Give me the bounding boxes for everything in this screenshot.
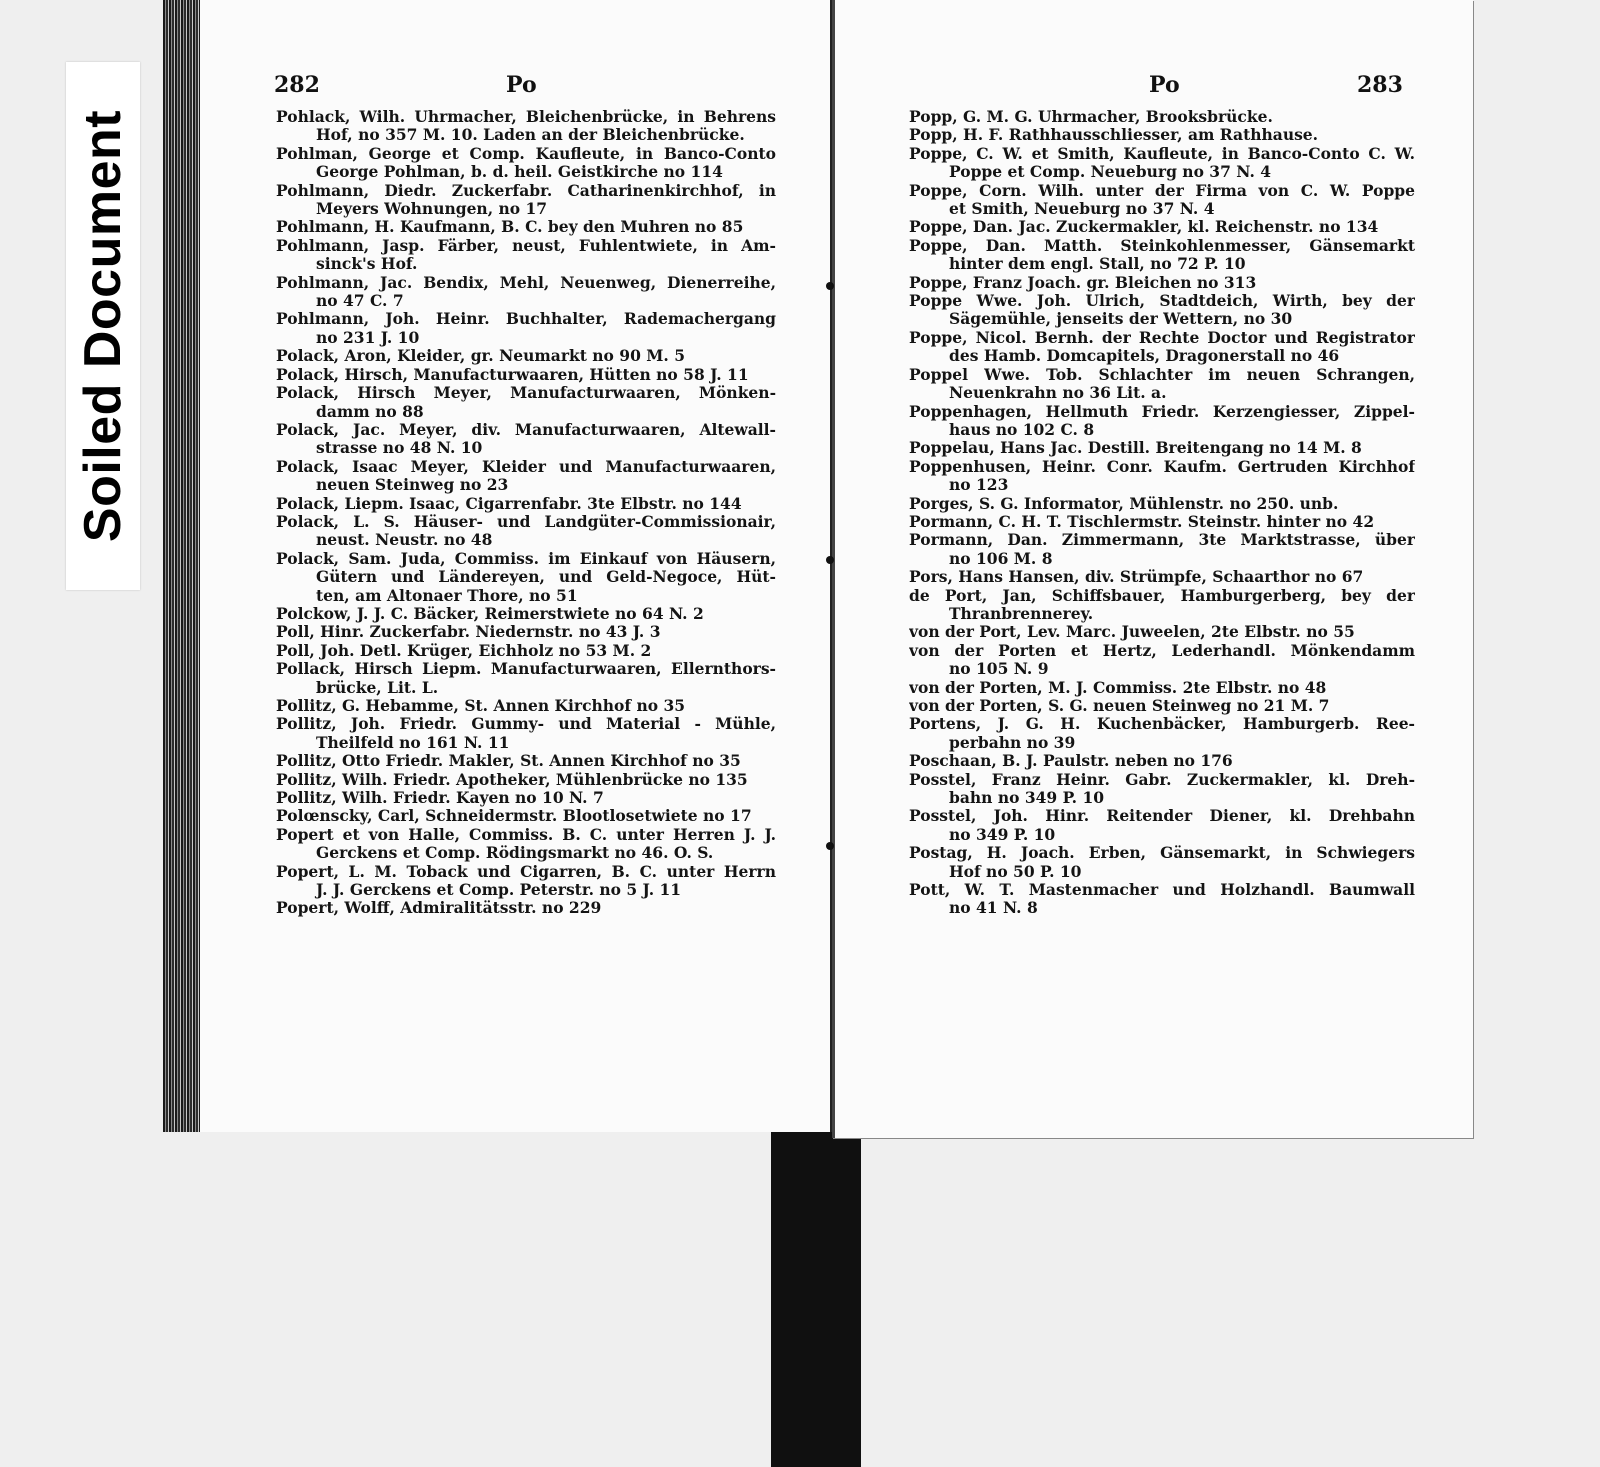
entry-line: Gerckens et Comp. Rödingsmarkt no 46. O. S. bbox=[316, 844, 714, 863]
directory-entry bbox=[909, 881, 1415, 918]
entry-line: von der Porten, M. J. Commiss. 2te Elbstr. no 48 bbox=[909, 678, 1327, 697]
entry-line: Pors, Hans Hansen, div. Strümpfe, Schaarthor no 67 bbox=[909, 568, 1364, 587]
directory-entry bbox=[909, 844, 1415, 881]
entry-line: Poll, Joh. Detl. Krüger, Eichholz no 53 M. 2 bbox=[276, 641, 652, 660]
entry-line: no 47 C. 7 bbox=[316, 292, 404, 311]
directory-entry bbox=[909, 697, 1415, 715]
directory-entry bbox=[276, 771, 776, 789]
entry-line: Popert, L. M. Toback und Cigarren, B. C. unter Herrn bbox=[276, 862, 776, 881]
directory-entry bbox=[276, 642, 776, 660]
spine-stitch-mark bbox=[826, 842, 834, 850]
entry-line: des Hamb. Domcapitels, Dragonerstall no 46 bbox=[949, 347, 1340, 366]
entry-line: George Pohlman, b. d. heil. Geistkirche no 114 bbox=[316, 163, 723, 182]
directory-entry bbox=[276, 108, 776, 145]
entry-line: Pohlmann, H. Kaufmann, B. C. bey den Muhren no 85 bbox=[276, 218, 744, 237]
directory-entry bbox=[276, 752, 776, 770]
spine-stitch-mark bbox=[826, 556, 834, 564]
entry-line: Poppenhusen, Heinr. Conr. Kaufm. Gertruden Kirchhof bbox=[909, 457, 1415, 476]
entry-line: no 349 P. 10 bbox=[949, 825, 1056, 844]
directory-entry bbox=[909, 568, 1415, 586]
entry-line: Pollack, Hirsch Liepm. Manufacturwaaren, Ellernthors- bbox=[276, 660, 776, 679]
directory-entry bbox=[909, 807, 1415, 844]
entry-line: Poppe, C. W. et Smith, Kaufleute, in Banco-Conto C. W. bbox=[909, 144, 1415, 163]
entry-line: Popp, G. M. G. Uhrmacher, Brooksbrücke. bbox=[909, 108, 1273, 126]
entry-line: Polœnscky, Carl, Schneidermstr. Blootlosetwiete no 17 bbox=[276, 807, 752, 826]
directory-entry bbox=[909, 531, 1415, 568]
entry-line: Poppe, Franz Joach. gr. Bleichen no 313 bbox=[909, 273, 1257, 292]
directory-entry bbox=[276, 826, 776, 863]
directory-entry bbox=[909, 329, 1415, 366]
directory-entry bbox=[276, 660, 776, 697]
entry-line: Poschaan, B. J. Paulstr. neben no 176 bbox=[909, 752, 1233, 771]
entry-line: Poppe, Dan. Jac. Zuckermakler, kl. Reichenstr. no 134 bbox=[909, 218, 1379, 237]
entry-line: Polack, Jac. Meyer, div. Manufacturwaaren, Altewall- bbox=[276, 420, 776, 439]
entry-line: Neuenkrahn no 36 Lit. a. bbox=[949, 384, 1167, 403]
entry-line: Pormann, Dan. Zimmermann, 3te Marktstrasse, über bbox=[909, 531, 1415, 550]
entry-line: von der Port, Lev. Marc. Juweelen, 2te Elbstr. no 55 bbox=[909, 623, 1355, 642]
entry-line: Polack, Isaac Meyer, Kleider und Manufacturwaaren, bbox=[276, 457, 776, 476]
directory-entry bbox=[276, 421, 776, 458]
right-page-running-head: Po bbox=[1149, 72, 1180, 98]
directory-entry bbox=[276, 458, 776, 495]
entry-line: Poppe et Comp. Neueburg no 37 N. 4 bbox=[949, 163, 1272, 182]
entry-line: Polckow, J. J. C. Bäcker, Reimerstwiete no 64 N. 2 bbox=[276, 604, 704, 623]
entry-line: Theilfeld no 161 N. 11 bbox=[316, 733, 510, 752]
left-page-header bbox=[200, 72, 830, 104]
directory-entry bbox=[909, 679, 1415, 697]
directory-entry bbox=[909, 715, 1415, 752]
entry-line: Pohlmann, Jasp. Färber, neust, Fuhlentwiete, in Am- bbox=[276, 236, 776, 255]
directory-entry bbox=[276, 807, 776, 825]
entry-line: Posstel, Franz Heinr. Gabr. Zuckermakler, kl. Dreh- bbox=[909, 770, 1415, 789]
entry-line: Posstel, Joh. Hinr. Reitender Diener, kl. Drehbahn bbox=[909, 807, 1415, 826]
entry-line: Polack, L. S. Häuser- und Landgüter-Commissionair, bbox=[276, 512, 776, 531]
entry-line: Popert et von Halle, Commiss. B. C. unter Herren J. J. bbox=[276, 825, 776, 844]
directory-entry bbox=[276, 715, 776, 752]
directory-entry bbox=[276, 495, 776, 513]
entry-line: ten, am Altonaer Thore, no 51 bbox=[316, 586, 578, 605]
entry-line: brücke, Lit. L. bbox=[316, 678, 439, 697]
directory-entry bbox=[909, 403, 1415, 440]
entry-line: Poppel Wwe. Tob. Schlachter im neuen Schrangen, bbox=[909, 365, 1415, 384]
entry-line: Pollitz, Wilh. Friedr. Kayen no 10 N. 7 bbox=[276, 789, 604, 808]
soiled-document-text: Soiled Document bbox=[74, 109, 132, 543]
entry-line: Popert, Wolff, Admiralitätsstr. no 229 bbox=[276, 899, 602, 918]
entry-line: no 123 bbox=[949, 476, 1009, 495]
directory-entry bbox=[909, 439, 1415, 457]
directory-entry bbox=[276, 550, 776, 605]
directory-entry bbox=[909, 513, 1415, 531]
right-page-entries bbox=[909, 108, 1415, 918]
spine-stitch-mark bbox=[826, 282, 834, 290]
entry-line: de Port, Jan, Schiffsbauer, Hamburgerberg, bey der bbox=[909, 586, 1415, 605]
directory-entry bbox=[909, 218, 1415, 236]
directory-entry bbox=[276, 605, 776, 623]
entry-line: Pollitz, G. Hebamme, St. Annen Kirchhof no 35 bbox=[276, 697, 686, 715]
directory-entry bbox=[276, 697, 776, 715]
entry-line: Polack, Hirsch Meyer, Manufacturwaaren, Mönken- bbox=[276, 384, 776, 403]
directory-entry bbox=[276, 347, 776, 365]
right-page-number: 283 bbox=[1357, 72, 1403, 98]
entry-line: Pohlack, Wilh. Uhrmacher, Bleichenbrücke, in Behrens bbox=[276, 108, 776, 126]
directory-entry bbox=[276, 218, 776, 236]
entry-line: Poll, Hinr. Zuckerfabr. Niedernstr. no 43 J. 3 bbox=[276, 623, 661, 642]
book-page-edges bbox=[163, 0, 203, 1132]
directory-entry bbox=[909, 108, 1415, 126]
entry-line: Popp, H. F. Rathhausschliesser, am Rathhause. bbox=[909, 126, 1319, 145]
right-page-header bbox=[835, 72, 1473, 104]
entry-line: Pohlman, George et Comp. Kaufleute, in Banco-Conto bbox=[276, 144, 776, 163]
directory-entry bbox=[909, 145, 1415, 182]
entry-line: Poppe Wwe. Joh. Ulrich, Stadtdeich, Wirth, bey der bbox=[909, 292, 1415, 311]
entry-line: Postag, H. Joach. Erben, Gänsemarkt, in Schwiegers bbox=[909, 844, 1415, 863]
entry-line: Pott, W. T. Mastenmacher und Holzhandl. Baumwall bbox=[909, 881, 1415, 900]
entry-line: neuen Steinweg no 23 bbox=[316, 476, 509, 495]
entry-line: Poppe, Dan. Matth. Steinkohlenmesser, Gänsemarkt bbox=[909, 236, 1415, 255]
directory-entry bbox=[276, 237, 776, 274]
directory-entry bbox=[276, 899, 776, 917]
directory-entry bbox=[909, 458, 1415, 495]
entry-line: J. J. Gerckens et Comp. Peterstr. no 5 J. 11 bbox=[316, 881, 682, 900]
directory-entry bbox=[909, 182, 1415, 219]
directory-entry bbox=[276, 863, 776, 900]
soiled-document-label bbox=[66, 62, 140, 590]
right-page bbox=[832, 0, 1473, 1138]
directory-entry bbox=[909, 274, 1415, 292]
entry-line: Portens, J. G. H. Kuchenbäcker, Hamburgerb. Ree- bbox=[909, 715, 1415, 734]
entry-line: bahn no 349 P. 10 bbox=[949, 789, 1105, 808]
entry-line: sinck's Hof. bbox=[316, 255, 418, 274]
entry-line: no 105 N. 9 bbox=[949, 660, 1049, 679]
entry-line: Pollitz, Joh. Friedr. Gummy- und Material - Mühle, bbox=[276, 715, 776, 734]
directory-entry bbox=[276, 274, 776, 311]
directory-entry bbox=[276, 789, 776, 807]
directory-entry bbox=[276, 310, 776, 347]
entry-line: Hof, no 357 M. 10. Laden an der Bleichenbrücke. bbox=[316, 126, 745, 145]
directory-entry bbox=[276, 623, 776, 641]
entry-line: Pohlmann, Joh. Heinr. Buchhalter, Rademachergang bbox=[276, 310, 776, 329]
directory-entry bbox=[909, 771, 1415, 808]
directory-entry bbox=[909, 623, 1415, 641]
entry-line: damm no 88 bbox=[316, 402, 424, 421]
directory-entry bbox=[909, 366, 1415, 403]
directory-entry bbox=[909, 752, 1415, 770]
entry-line: Poppe, Nicol. Bernh. der Rechte Doctor und Registrator bbox=[909, 328, 1415, 347]
entry-line: no 41 N. 8 bbox=[949, 899, 1038, 918]
directory-entry bbox=[276, 384, 776, 421]
entry-line: Meyers Wohnungen, no 17 bbox=[316, 200, 548, 219]
entry-line: von der Porten et Hertz, Lederhandl. Mönkendamm bbox=[909, 641, 1415, 660]
directory-entry bbox=[909, 642, 1415, 679]
directory-entry bbox=[909, 237, 1415, 274]
directory-entry bbox=[276, 182, 776, 219]
entry-line: Pollitz, Wilh. Friedr. Apotheker, Mühlenbrücke no 135 bbox=[276, 770, 748, 789]
entry-line: von der Porten, S. G. neuen Steinweg no 21 M. 7 bbox=[909, 697, 1330, 715]
left-page-running-head: Po bbox=[506, 72, 537, 98]
left-page-entries bbox=[276, 108, 776, 918]
entry-line: Thranbrennerey. bbox=[949, 604, 1094, 623]
entry-line: Poppelau, Hans Jac. Destill. Breitengang no 14 M. 8 bbox=[909, 439, 1362, 458]
entry-line: Poppe, Corn. Wilh. unter der Firma von C. W. Poppe bbox=[909, 181, 1415, 200]
left-page-number: 282 bbox=[274, 72, 320, 98]
scan-gutter-strip bbox=[771, 1125, 861, 1467]
directory-entry bbox=[276, 145, 776, 182]
directory-entry bbox=[909, 292, 1415, 329]
directory-entry bbox=[909, 587, 1415, 624]
entry-line: perbahn no 39 bbox=[949, 733, 1076, 752]
entry-line: Gütern und Ländereyen, und Geld-Negoce, Hüt- bbox=[316, 568, 776, 587]
entry-line: Hof no 50 P. 10 bbox=[949, 862, 1082, 881]
entry-line: Polack, Liepm. Isaac, Cigarrenfabr. 3te Elbstr. no 144 bbox=[276, 494, 742, 513]
entry-line: et Smith, Neueburg no 37 N. 4 bbox=[949, 200, 1215, 219]
directory-entry bbox=[909, 126, 1415, 144]
entry-line: Pohlmann, Diedr. Zuckerfabr. Catharinenkirchhof, in bbox=[276, 181, 776, 200]
entry-line: no 106 M. 8 bbox=[949, 549, 1053, 568]
directory-entry bbox=[276, 366, 776, 384]
directory-entry bbox=[909, 495, 1415, 513]
entry-line: Poppenhagen, Hellmuth Friedr. Kerzengiesser, Zippel- bbox=[909, 402, 1415, 421]
entry-line: Pollitz, Otto Friedr. Makler, St. Annen Kirchhof no 35 bbox=[276, 752, 741, 771]
entry-line: strasse no 48 N. 10 bbox=[316, 439, 483, 458]
entry-line: Pohlmann, Jac. Bendix, Mehl, Neuenweg, Dienerreihe, bbox=[276, 273, 776, 292]
directory-entry bbox=[276, 513, 776, 550]
entry-line: Polack, Sam. Juda, Commiss. im Einkauf von Häusern, bbox=[276, 549, 776, 568]
entry-line: Pormann, C. H. T. Tischlermstr. Steinstr. hinter no 42 bbox=[909, 512, 1375, 531]
left-page bbox=[200, 0, 832, 1132]
entry-line: Porges, S. G. Informator, Mühlenstr. no 250. unb. bbox=[909, 494, 1339, 513]
entry-line: haus no 102 C. 8 bbox=[949, 420, 1095, 439]
entry-line: Polack, Aron, Kleider, gr. Neumarkt no 90 M. 5 bbox=[276, 347, 685, 366]
entry-line: Polack, Hirsch, Manufacturwaaren, Hütten no 58 J. 11 bbox=[276, 365, 749, 384]
entry-line: no 231 J. 10 bbox=[316, 328, 420, 347]
entry-line: neust. Neustr. no 48 bbox=[316, 531, 493, 550]
entry-line: Sägemühle, jenseits der Wettern, no 30 bbox=[949, 310, 1293, 329]
entry-line: hinter dem engl. Stall, no 72 P. 10 bbox=[949, 255, 1246, 274]
